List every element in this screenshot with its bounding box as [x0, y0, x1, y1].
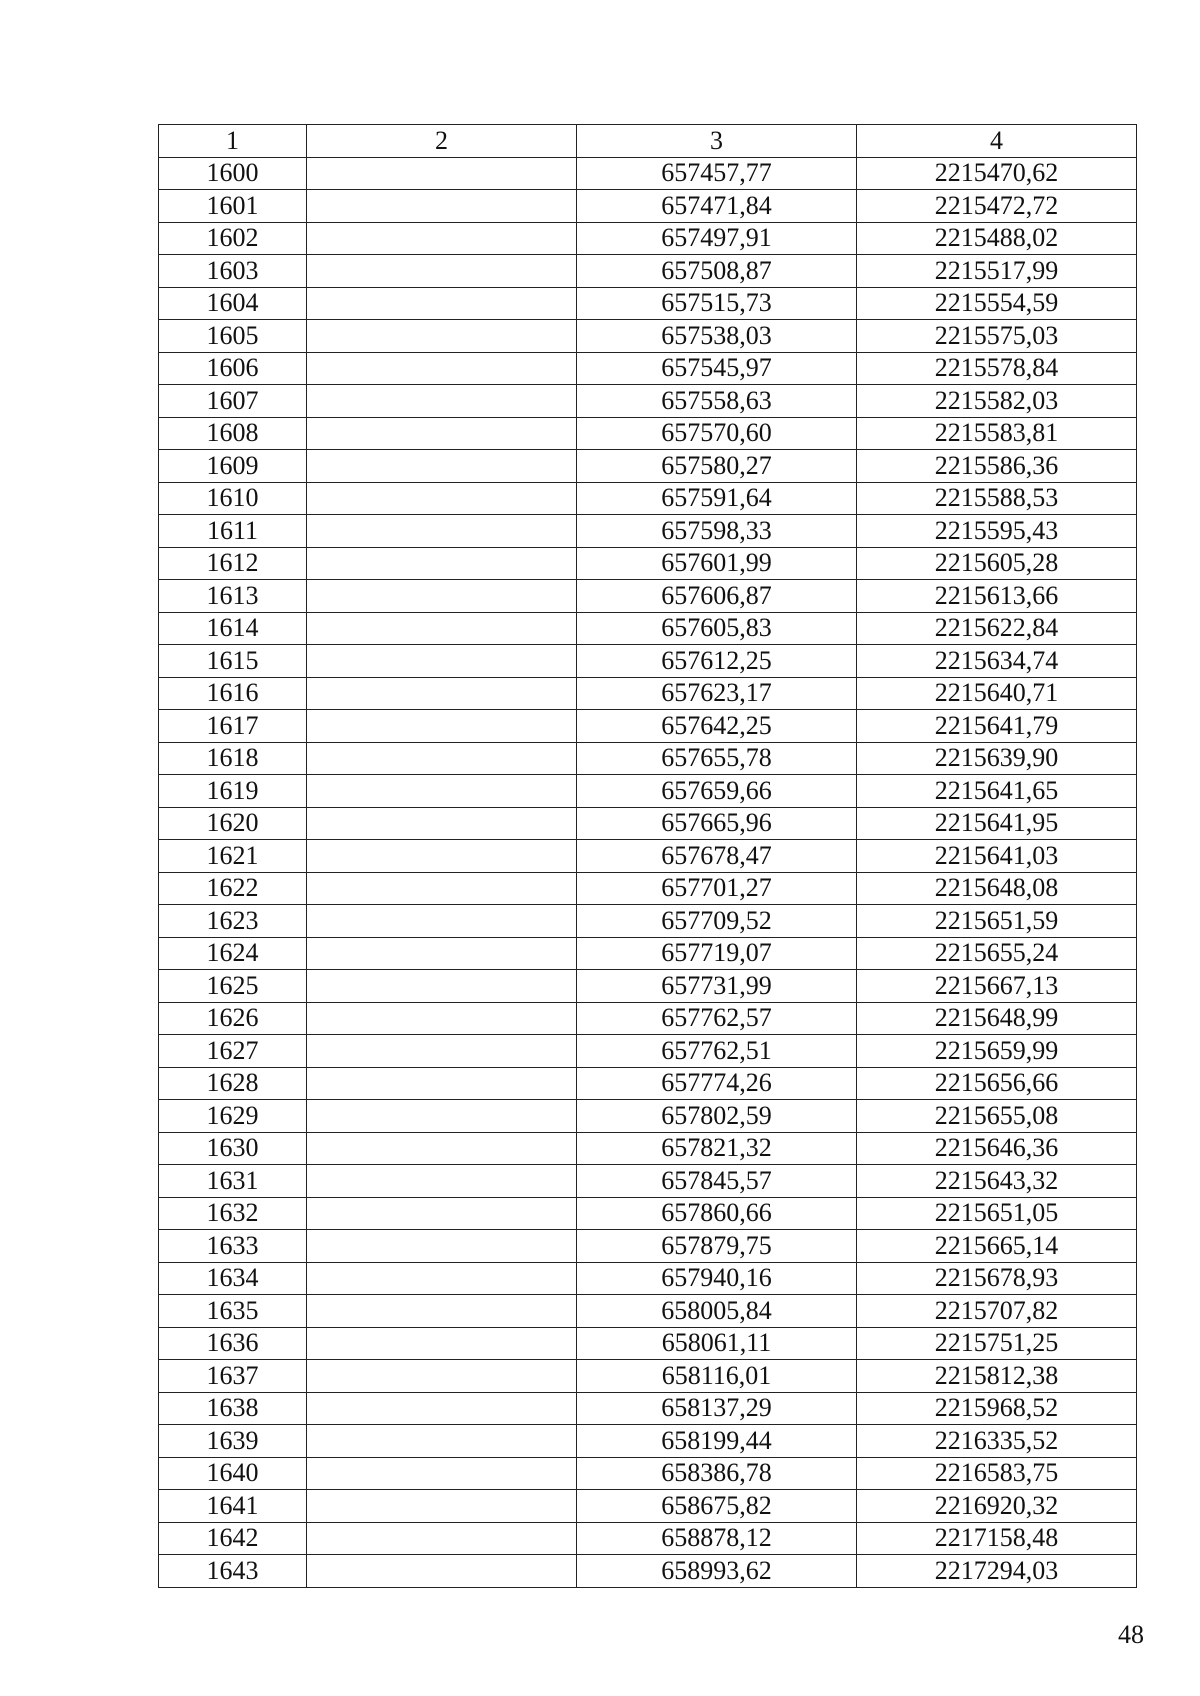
table-row — [159, 1327, 1137, 1360]
coordinate-y-cell: 2215583,81 — [857, 417, 1137, 450]
coordinate-x-cell: 657665,96 — [577, 807, 857, 840]
point-number-cell: 1603 — [159, 255, 307, 288]
table-row — [159, 742, 1137, 775]
point-number-cell: 1639 — [159, 1425, 307, 1458]
point-number-cell: 1633 — [159, 1230, 307, 1263]
table-row — [159, 320, 1137, 353]
description-cell — [307, 1522, 577, 1555]
description-cell — [307, 1360, 577, 1393]
point-number-cell: 1601 — [159, 190, 307, 223]
coordinate-y-cell: 2215646,36 — [857, 1132, 1137, 1165]
description-cell — [307, 1067, 577, 1100]
point-number-cell: 1612 — [159, 547, 307, 580]
coordinate-y-cell: 2215751,25 — [857, 1327, 1137, 1360]
description-cell — [307, 1262, 577, 1295]
point-number-cell: 1615 — [159, 645, 307, 678]
table-row — [159, 710, 1137, 743]
coordinate-x-cell: 657598,33 — [577, 515, 857, 548]
description-cell — [307, 1425, 577, 1458]
table-body — [159, 157, 1137, 1587]
coordinate-y-cell: 2215648,08 — [857, 872, 1137, 905]
coordinate-y-cell: 2215648,99 — [857, 1002, 1137, 1035]
point-number-cell: 1609 — [159, 450, 307, 483]
coordinate-x-cell: 657802,59 — [577, 1100, 857, 1133]
coordinate-x-cell: 658199,44 — [577, 1425, 857, 1458]
coordinate-y-cell: 2217294,03 — [857, 1555, 1137, 1588]
coordinate-y-cell: 2215651,05 — [857, 1197, 1137, 1230]
coordinate-y-cell: 2215640,71 — [857, 677, 1137, 710]
coordinate-x-cell: 657655,78 — [577, 742, 857, 775]
point-number-cell: 1626 — [159, 1002, 307, 1035]
description-cell — [307, 222, 577, 255]
table-row — [159, 645, 1137, 678]
description-cell — [307, 1295, 577, 1328]
coordinate-x-cell: 657860,66 — [577, 1197, 857, 1230]
coordinate-x-cell: 657612,25 — [577, 645, 857, 678]
description-cell — [307, 352, 577, 385]
description-cell — [307, 710, 577, 743]
coordinate-y-cell: 2215659,99 — [857, 1035, 1137, 1068]
coordinate-x-cell: 657538,03 — [577, 320, 857, 353]
point-number-cell: 1610 — [159, 482, 307, 515]
description-cell — [307, 970, 577, 1003]
table-row — [159, 385, 1137, 418]
description-cell — [307, 385, 577, 418]
point-number-cell: 1621 — [159, 840, 307, 873]
column-header-1: 1 — [159, 125, 307, 158]
coordinate-y-cell: 2215641,95 — [857, 807, 1137, 840]
table-row — [159, 482, 1137, 515]
point-number-cell: 1630 — [159, 1132, 307, 1165]
point-number-cell: 1618 — [159, 742, 307, 775]
point-number-cell: 1636 — [159, 1327, 307, 1360]
coordinate-x-cell: 657731,99 — [577, 970, 857, 1003]
point-number-cell: 1629 — [159, 1100, 307, 1133]
point-number-cell: 1634 — [159, 1262, 307, 1295]
table-row — [159, 775, 1137, 808]
description-cell — [307, 1002, 577, 1035]
table-row — [159, 580, 1137, 613]
coordinate-y-cell: 2215643,32 — [857, 1165, 1137, 1198]
header-row — [159, 125, 1137, 158]
point-number-cell: 1620 — [159, 807, 307, 840]
coordinate-x-cell: 657623,17 — [577, 677, 857, 710]
table-row — [159, 287, 1137, 320]
table-row — [159, 1555, 1137, 1588]
point-number-cell: 1613 — [159, 580, 307, 613]
coordinate-x-cell: 657605,83 — [577, 612, 857, 645]
coordinate-x-cell: 657570,60 — [577, 417, 857, 450]
coordinate-y-cell: 2215656,66 — [857, 1067, 1137, 1100]
point-number-cell: 1622 — [159, 872, 307, 905]
coordinates-table — [158, 124, 1137, 1588]
coordinate-x-cell: 658386,78 — [577, 1457, 857, 1490]
description-cell — [307, 937, 577, 970]
coordinate-x-cell: 657940,16 — [577, 1262, 857, 1295]
coordinate-y-cell: 2215812,38 — [857, 1360, 1137, 1393]
description-cell — [307, 547, 577, 580]
coordinate-y-cell: 2215968,52 — [857, 1392, 1137, 1425]
coordinate-x-cell: 657678,47 — [577, 840, 857, 873]
coordinate-x-cell: 657545,97 — [577, 352, 857, 385]
coordinate-y-cell: 2216583,75 — [857, 1457, 1137, 1490]
point-number-cell: 1623 — [159, 905, 307, 938]
coordinate-y-cell: 2215582,03 — [857, 385, 1137, 418]
coordinate-x-cell: 657601,99 — [577, 547, 857, 580]
point-number-cell: 1641 — [159, 1490, 307, 1523]
point-number-cell: 1638 — [159, 1392, 307, 1425]
description-cell — [307, 1132, 577, 1165]
description-cell — [307, 1230, 577, 1263]
coordinate-y-cell: 2215641,79 — [857, 710, 1137, 743]
point-number-cell: 1606 — [159, 352, 307, 385]
table-row — [159, 612, 1137, 645]
description-cell — [307, 1100, 577, 1133]
coordinate-y-cell: 2215578,84 — [857, 352, 1137, 385]
description-cell — [307, 1035, 577, 1068]
coordinate-y-cell: 2215472,72 — [857, 190, 1137, 223]
coordinate-x-cell: 657762,57 — [577, 1002, 857, 1035]
description-cell — [307, 190, 577, 223]
point-number-cell: 1611 — [159, 515, 307, 548]
coordinate-y-cell: 2215639,90 — [857, 742, 1137, 775]
coordinate-y-cell: 2215707,82 — [857, 1295, 1137, 1328]
table-row — [159, 157, 1137, 190]
coordinate-y-cell: 2215678,93 — [857, 1262, 1137, 1295]
table-row — [159, 417, 1137, 450]
description-cell — [307, 1490, 577, 1523]
description-cell — [307, 677, 577, 710]
coordinate-x-cell: 657471,84 — [577, 190, 857, 223]
coordinate-y-cell: 2215665,14 — [857, 1230, 1137, 1263]
table-row — [159, 1457, 1137, 1490]
table-row — [159, 1230, 1137, 1263]
point-number-cell: 1607 — [159, 385, 307, 418]
table-row — [159, 1132, 1137, 1165]
coordinate-x-cell: 657762,51 — [577, 1035, 857, 1068]
table-row — [159, 1067, 1137, 1100]
point-number-cell: 1614 — [159, 612, 307, 645]
point-number-cell: 1627 — [159, 1035, 307, 1068]
coordinate-x-cell: 658061,11 — [577, 1327, 857, 1360]
coordinate-x-cell: 657558,63 — [577, 385, 857, 418]
table-row — [159, 807, 1137, 840]
table-row — [159, 970, 1137, 1003]
point-number-cell: 1605 — [159, 320, 307, 353]
table-row — [159, 872, 1137, 905]
coordinate-x-cell: 657591,64 — [577, 482, 857, 515]
point-number-cell: 1642 — [159, 1522, 307, 1555]
coordinate-x-cell: 657821,32 — [577, 1132, 857, 1165]
point-number-cell: 1608 — [159, 417, 307, 450]
coordinate-y-cell: 2215488,02 — [857, 222, 1137, 255]
coordinate-y-cell: 2215605,28 — [857, 547, 1137, 580]
point-number-cell: 1604 — [159, 287, 307, 320]
table-row — [159, 255, 1137, 288]
point-number-cell: 1617 — [159, 710, 307, 743]
table-row — [159, 1262, 1137, 1295]
table-row — [159, 1295, 1137, 1328]
point-number-cell: 1625 — [159, 970, 307, 1003]
description-cell — [307, 580, 577, 613]
coordinate-x-cell: 657719,07 — [577, 937, 857, 970]
table-row — [159, 352, 1137, 385]
table-row — [159, 1165, 1137, 1198]
coordinate-x-cell: 657580,27 — [577, 450, 857, 483]
coordinate-y-cell: 2216920,32 — [857, 1490, 1137, 1523]
coordinate-x-cell: 657606,87 — [577, 580, 857, 613]
coordinate-x-cell: 658137,29 — [577, 1392, 857, 1425]
description-cell — [307, 157, 577, 190]
coordinate-y-cell: 2215622,84 — [857, 612, 1137, 645]
coordinate-y-cell: 2215575,03 — [857, 320, 1137, 353]
coordinate-x-cell: 657508,87 — [577, 255, 857, 288]
table-row — [159, 190, 1137, 223]
coordinate-y-cell: 2215517,99 — [857, 255, 1137, 288]
coordinate-x-cell: 657701,27 — [577, 872, 857, 905]
table-row — [159, 1522, 1137, 1555]
table-row — [159, 1490, 1137, 1523]
description-cell — [307, 1197, 577, 1230]
description-cell — [307, 417, 577, 450]
coordinate-y-cell: 2215641,03 — [857, 840, 1137, 873]
table-row — [159, 677, 1137, 710]
coordinate-x-cell: 657457,77 — [577, 157, 857, 190]
table-row — [159, 1425, 1137, 1458]
coordinate-y-cell: 2215655,24 — [857, 937, 1137, 970]
coordinate-y-cell: 2215588,53 — [857, 482, 1137, 515]
coordinate-y-cell: 2215613,66 — [857, 580, 1137, 613]
point-number-cell: 1640 — [159, 1457, 307, 1490]
table-row — [159, 1197, 1137, 1230]
point-number-cell: 1624 — [159, 937, 307, 970]
description-cell — [307, 450, 577, 483]
description-cell — [307, 905, 577, 938]
table-row — [159, 1035, 1137, 1068]
coordinate-x-cell: 657515,73 — [577, 287, 857, 320]
coordinate-y-cell: 2215595,43 — [857, 515, 1137, 548]
description-cell — [307, 255, 577, 288]
coordinate-y-cell: 2215655,08 — [857, 1100, 1137, 1133]
table-row — [159, 547, 1137, 580]
table-row — [159, 937, 1137, 970]
coordinate-x-cell: 657642,25 — [577, 710, 857, 743]
coordinate-x-cell: 657497,91 — [577, 222, 857, 255]
coordinate-x-cell: 658878,12 — [577, 1522, 857, 1555]
coordinate-x-cell: 657774,26 — [577, 1067, 857, 1100]
coordinate-x-cell: 657845,57 — [577, 1165, 857, 1198]
point-number-cell: 1628 — [159, 1067, 307, 1100]
table-row — [159, 840, 1137, 873]
description-cell — [307, 775, 577, 808]
description-cell — [307, 840, 577, 873]
coordinate-x-cell: 658675,82 — [577, 1490, 857, 1523]
coordinate-y-cell: 2215554,59 — [857, 287, 1137, 320]
point-number-cell: 1600 — [159, 157, 307, 190]
description-cell — [307, 1327, 577, 1360]
description-cell — [307, 320, 577, 353]
coordinate-y-cell: 2215667,13 — [857, 970, 1137, 1003]
point-number-cell: 1616 — [159, 677, 307, 710]
table-row — [159, 222, 1137, 255]
point-number-cell: 1619 — [159, 775, 307, 808]
description-cell — [307, 1392, 577, 1425]
description-cell — [307, 482, 577, 515]
table-row — [159, 450, 1137, 483]
coordinate-y-cell: 2217158,48 — [857, 1522, 1137, 1555]
coordinate-x-cell: 658005,84 — [577, 1295, 857, 1328]
point-number-cell: 1632 — [159, 1197, 307, 1230]
description-cell — [307, 742, 577, 775]
coordinate-y-cell: 2215641,65 — [857, 775, 1137, 808]
table-row — [159, 515, 1137, 548]
point-number-cell: 1643 — [159, 1555, 307, 1588]
description-cell — [307, 515, 577, 548]
page-number: 48 — [1118, 1620, 1144, 1649]
coordinate-x-cell: 657659,66 — [577, 775, 857, 808]
table-row — [159, 1100, 1137, 1133]
description-cell — [307, 645, 577, 678]
coordinate-x-cell: 658116,01 — [577, 1360, 857, 1393]
coordinate-y-cell: 2215470,62 — [857, 157, 1137, 190]
coordinate-x-cell: 658993,62 — [577, 1555, 857, 1588]
point-number-cell: 1637 — [159, 1360, 307, 1393]
description-cell — [307, 287, 577, 320]
column-header-2: 2 — [307, 125, 577, 158]
coordinate-y-cell: 2215634,74 — [857, 645, 1137, 678]
coordinate-y-cell: 2215586,36 — [857, 450, 1137, 483]
description-cell — [307, 872, 577, 905]
column-header-4: 4 — [857, 125, 1137, 158]
coordinate-y-cell: 2216335,52 — [857, 1425, 1137, 1458]
table-row — [159, 1392, 1137, 1425]
point-number-cell: 1635 — [159, 1295, 307, 1328]
description-cell — [307, 1457, 577, 1490]
description-cell — [307, 807, 577, 840]
description-cell — [307, 1165, 577, 1198]
table-row — [159, 1002, 1137, 1035]
table-row — [159, 905, 1137, 938]
point-number-cell: 1602 — [159, 222, 307, 255]
table-row — [159, 1360, 1137, 1393]
description-cell — [307, 1555, 577, 1588]
coordinate-x-cell: 657879,75 — [577, 1230, 857, 1263]
coordinate-x-cell: 657709,52 — [577, 905, 857, 938]
description-cell — [307, 612, 577, 645]
point-number-cell: 1631 — [159, 1165, 307, 1198]
coordinate-y-cell: 2215651,59 — [857, 905, 1137, 938]
column-header-3: 3 — [577, 125, 857, 158]
